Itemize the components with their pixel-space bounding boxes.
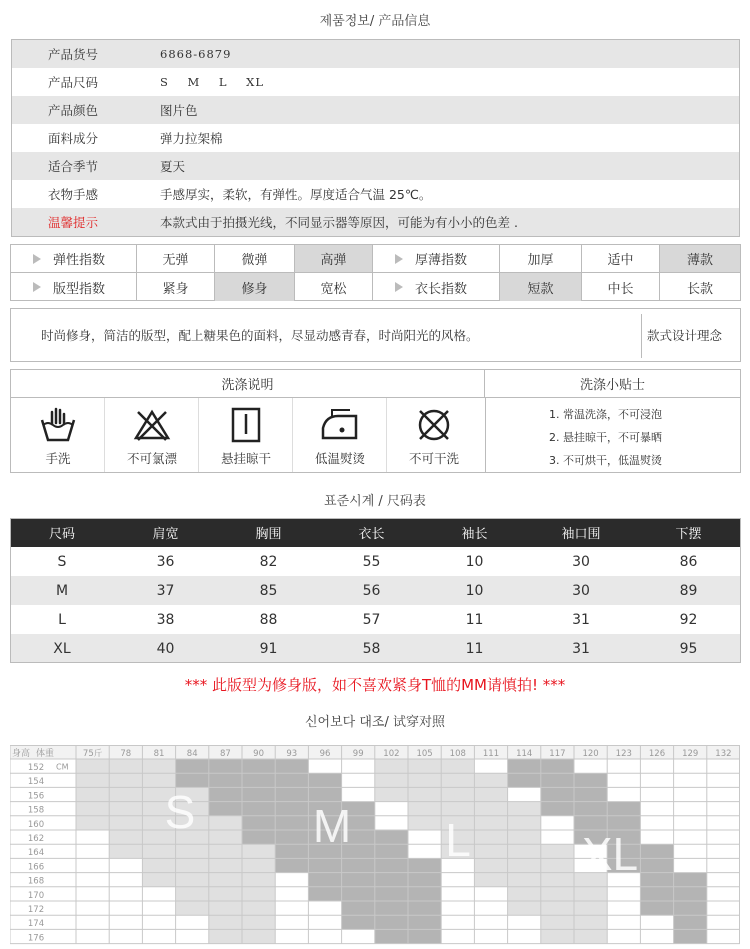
size-label-s: S	[164, 786, 196, 838]
fit-cell	[640, 844, 673, 915]
corner-weight-label: 体重	[36, 749, 55, 759]
weight-tick: 126	[648, 749, 666, 759]
info-row-notice	[12, 208, 739, 236]
size-row	[10, 547, 741, 576]
size-cell: 92	[679, 611, 698, 628]
wash-label: 手洗	[45, 451, 71, 466]
fit-cell	[574, 873, 607, 944]
size-cell: 85	[259, 582, 278, 599]
info-row-feel	[12, 180, 739, 208]
weight-tick: 111	[482, 749, 500, 759]
height-tick: 174	[27, 919, 45, 930]
product-info-table	[11, 39, 740, 237]
size-table-header	[10, 518, 741, 547]
info-label: 衣物手感	[48, 187, 99, 202]
height-tick: 172	[27, 905, 45, 915]
attr-label-thickness: 厚薄指数	[373, 245, 500, 273]
info-value: 手感厚实，柔软，有弹性。厚度适合气温 25℃。	[160, 187, 432, 202]
weight-tick: 105	[416, 749, 433, 759]
weight-tick: 99	[352, 749, 364, 759]
size-cell: 88	[259, 611, 278, 628]
fit-cell	[109, 759, 142, 858]
size-cell: 56	[362, 582, 381, 599]
height-tick: 156	[27, 791, 45, 802]
size-cell: S	[57, 553, 67, 570]
fit-cell	[375, 759, 408, 802]
info-value: 夏天	[160, 159, 186, 174]
size-header-cell: 衣长	[358, 527, 385, 542]
attr-option-selected: 薄款	[660, 245, 740, 273]
size-cell: 40	[156, 640, 175, 657]
size-label-xl: XL	[581, 828, 639, 880]
weight-tick: 120	[582, 749, 599, 759]
info-label: 面料成分	[48, 131, 99, 146]
weight-tick: 114	[516, 749, 533, 759]
height-tick: 164	[27, 848, 45, 859]
weight-tick: 117	[549, 749, 566, 759]
size-cell: 55	[362, 553, 381, 570]
fit-warning: *** 此版型为修身版，如不喜欢紧身T恤的MM请慎拍! ***	[184, 676, 566, 694]
size-cell: 10	[465, 553, 484, 570]
design-concept-box	[10, 308, 741, 362]
height-tick: 170	[27, 890, 45, 901]
size-cell: 11	[465, 640, 484, 657]
height-tick: 152	[27, 763, 45, 773]
size-cell: 57	[362, 611, 381, 628]
info-label: 产品颜色	[48, 103, 99, 118]
size-cell: 31	[572, 611, 590, 628]
info-value: 图片色	[160, 103, 198, 118]
size-row	[10, 634, 741, 663]
size-header-cell: 下摆	[675, 527, 702, 542]
info-row-fabric	[12, 124, 739, 152]
size-cell: 58	[362, 640, 381, 657]
washing-tips-title: 洗涤小贴士	[485, 370, 740, 398]
attr-option: 微弹	[215, 245, 295, 273]
hang-dry-icon	[226, 406, 266, 444]
fit-cell	[674, 873, 707, 944]
size-cell: 10	[465, 582, 484, 599]
wash-item-hang	[199, 398, 293, 472]
concept-label: 款式设计理念	[647, 328, 723, 343]
wash-label: 悬挂晾干	[220, 451, 271, 466]
weight-tick: 75斤	[82, 749, 103, 759]
wash-item-hand	[11, 398, 105, 472]
info-label: 产品尺码	[48, 75, 99, 90]
size-header-cell: 肩宽	[152, 527, 179, 542]
info-value: 本款式由于拍摄光线，不同显示器等原因，可能为有小小的色差 .	[160, 215, 518, 230]
weight-tick: 87	[219, 749, 231, 759]
weight-tick: 102	[383, 749, 400, 759]
weight-tick: 78	[120, 749, 132, 759]
size-cell: 95	[679, 640, 698, 657]
attr-label-fit: 版型指数	[11, 273, 137, 301]
hand-wash-icon	[38, 406, 78, 444]
attr-option-selected: 修身	[215, 273, 295, 301]
product-info-title: 제품정보/ 产品信息	[319, 14, 431, 29]
wash-item-bleach	[105, 398, 199, 472]
wash-item-iron	[293, 398, 387, 472]
size-cell: XL	[53, 640, 71, 657]
fit-cell	[76, 759, 109, 830]
attr-option: 长款	[686, 281, 713, 297]
triangle-icon	[33, 282, 41, 292]
attr-option: 中长	[582, 273, 660, 301]
size-cell: 36	[156, 553, 175, 570]
info-label: 产品货号	[48, 47, 99, 62]
height-tick: 166	[27, 862, 45, 873]
info-row-sku	[12, 40, 739, 68]
washing-title: 洗涤说明	[11, 370, 485, 398]
info-value: 弹力拉架棉	[160, 131, 223, 146]
size-cell: 86	[679, 553, 698, 570]
size-cell: 37	[156, 582, 175, 599]
size-label-l: L	[445, 814, 471, 866]
size-cell: 11	[465, 611, 484, 628]
height-tick: 154	[27, 777, 45, 788]
fit-cell	[408, 759, 441, 830]
info-label: 温馨提示	[48, 215, 99, 230]
height-unit: CM	[56, 762, 69, 772]
height-tick: 168	[27, 876, 45, 887]
weight-tick: 132	[715, 749, 732, 759]
attr-label-length: 衣长指数	[373, 273, 500, 301]
no-bleach-icon	[132, 406, 172, 444]
height-tick: 160	[27, 819, 45, 830]
size-header-cell: 袖口围	[561, 527, 601, 542]
weight-tick: 93	[286, 749, 298, 759]
fit-chart-grid	[10, 745, 740, 949]
info-value: 6868-6879	[160, 47, 232, 61]
weight-tick: 96	[319, 749, 331, 759]
size-table-title: 표준시계 / 尺码表	[324, 494, 426, 509]
size-cell: 91	[259, 640, 278, 657]
wash-label: 不可干洗	[408, 451, 459, 466]
wash-label: 低温熨烫	[314, 451, 365, 466]
info-row-color	[12, 96, 739, 124]
wash-tip: 2. 悬挂晾干，不可暴晒	[549, 431, 662, 444]
weight-tick: 90	[253, 749, 265, 759]
wash-item-dryclean	[387, 398, 481, 472]
info-row-size	[12, 68, 739, 96]
washing-box	[10, 369, 741, 473]
weight-tick: 81	[153, 749, 165, 759]
size-row	[10, 605, 741, 634]
height-tick: 158	[27, 805, 45, 816]
no-dry-clean-icon	[414, 406, 454, 444]
concept-text: 时尚修身，简洁的版型，配上糖果色的面料，尽显动感青春，时尚阳光的风格。	[41, 328, 479, 343]
attr-option-selected: 短款	[500, 273, 582, 301]
size-cell: 30	[572, 553, 590, 570]
weight-tick: 129	[682, 749, 699, 759]
weight-tick: 108	[449, 749, 466, 759]
fit-cell	[541, 844, 574, 943]
size-cell: 30	[572, 582, 590, 599]
size-row	[10, 576, 741, 605]
info-row-season	[12, 152, 739, 180]
attribute-grid	[10, 244, 741, 301]
low-iron-icon	[320, 406, 360, 444]
corner-height-label: 身高	[12, 749, 31, 759]
size-header-cell: 袖长	[461, 527, 488, 542]
wash-tip: 3. 不可烘干，低温熨烫	[549, 454, 662, 467]
triangle-icon	[395, 254, 403, 264]
wash-label: 不可氯漂	[126, 451, 177, 466]
attr-label-elasticity: 弹性指数	[11, 245, 137, 273]
attr-option: 紧身	[137, 273, 215, 301]
wash-tip: 1. 常温洗涤，不可浸泡	[549, 408, 662, 421]
fit-chart-title: 신어보다 대조/ 试穿对照	[305, 715, 445, 730]
weight-tick: 84	[186, 749, 198, 759]
size-cell: L	[58, 611, 66, 628]
attr-option: 宽松	[295, 273, 373, 301]
size-cell: 82	[259, 553, 278, 570]
divider	[641, 314, 642, 358]
size-cell: 31	[572, 640, 590, 657]
size-header-cell: 胸围	[255, 527, 282, 542]
attr-option: 适中	[582, 245, 660, 273]
attr-option: 无弹	[137, 245, 215, 273]
size-label-m: M	[312, 800, 352, 852]
height-tick: 162	[27, 834, 45, 844]
triangle-icon	[395, 282, 403, 292]
size-header-cell: 尺码	[48, 527, 75, 542]
size-cell: 38	[156, 611, 175, 628]
size-cell: 89	[679, 582, 698, 599]
size-cell: M	[55, 582, 69, 599]
info-value: S M L XL	[160, 75, 264, 89]
triangle-icon	[33, 254, 41, 264]
attr-option: 加厚	[500, 245, 582, 273]
weight-tick: 123	[615, 749, 632, 759]
height-tick: 176	[27, 933, 45, 944]
attr-option-selected: 高弹	[295, 245, 373, 273]
info-label: 适合季节	[48, 159, 99, 174]
